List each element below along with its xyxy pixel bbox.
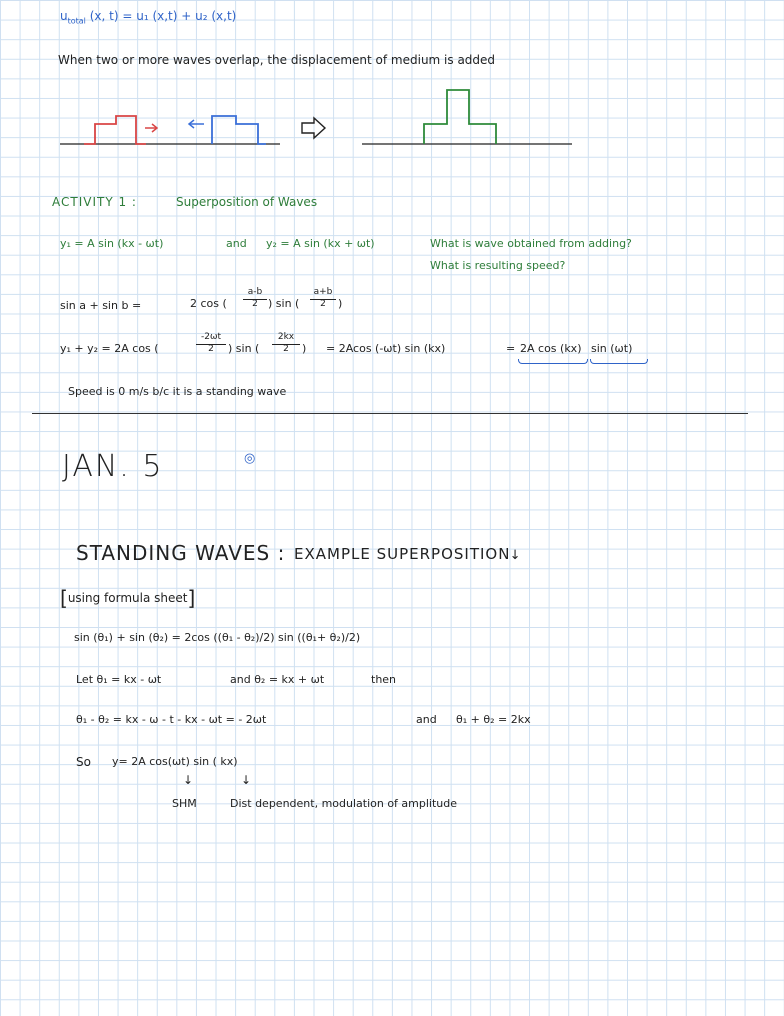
- sum-lhs: y₁ + y₂ = 2A cos (: [60, 342, 159, 355]
- sum-close: ): [302, 342, 307, 355]
- identity-sin: ) sin (: [268, 297, 300, 310]
- sum-frac1-num: -2ωt: [200, 332, 222, 342]
- standing-subtitle: EXAMPLE SUPERPOSITION: [294, 545, 511, 563]
- sum-frac1: [196, 333, 226, 355]
- y2-equation: y₂ = A sin (kx + ωt): [266, 237, 375, 250]
- sum-rhs-eq: =: [506, 342, 516, 355]
- activity-title: ACTIVITY 1 :: [52, 195, 137, 209]
- speed-note: Speed is 0 m/s b/c it is a standing wave: [68, 385, 287, 398]
- dist-label: Dist dependent, modulation of amplitude: [230, 797, 458, 810]
- identity-frac1-den: 2: [243, 299, 267, 310]
- red-pulse: [84, 116, 146, 144]
- identity-frac1-num: a-b: [247, 287, 263, 297]
- section-divider: [32, 413, 748, 414]
- formula-note-text: using formula sheet: [67, 591, 188, 605]
- identity-lhs: sin a + sin b =: [60, 299, 142, 312]
- theta-sum: θ₁ + θ₂ = 2kx: [456, 713, 531, 726]
- sum-mid: = 2Acos (-ωt) sin (kx): [326, 342, 446, 355]
- standing-arrow-mark: →: [506, 549, 522, 560]
- question-2: What is resulting speed?: [430, 259, 566, 272]
- theta-diff: θ₁ - θ₂ = kx - ω - t - kx - ωt = - 2ωt: [76, 713, 267, 726]
- sum-frac2: [272, 333, 300, 355]
- sum-sin: ) sin (: [228, 342, 260, 355]
- utotal-rhs: (x, t) = u₁ (x,t) + u₂ (x,t): [89, 9, 237, 23]
- sum-rhs-a: 2A cos (kx): [520, 342, 582, 355]
- down-arrow-2: ↓: [241, 773, 252, 787]
- target-icon: ◎: [244, 451, 256, 466]
- sum-rhs-b: sin (ωt): [591, 342, 633, 355]
- identity-frac2-den: 2: [310, 299, 336, 310]
- shm-label: SHM: [172, 797, 197, 810]
- bracket-cos: [518, 359, 588, 364]
- let-then: then: [371, 673, 397, 686]
- sum-frac2-num: 2kx: [277, 332, 295, 342]
- bracket-close: ]: [187, 586, 196, 610]
- activity-subtitle: Superposition of Waves: [176, 195, 318, 209]
- sin-sum-identity: sin (θ₁) + sin (θ₂) = 2cos ((θ₁ - θ₂)/2) sin ((θ₁+ θ₂)/2): [74, 631, 361, 644]
- result-equation: y= 2A cos(ωt) sin ( kx): [112, 755, 238, 768]
- down-arrow-1: ↓: [183, 773, 194, 787]
- identity-frac2: [310, 288, 336, 310]
- utotal-lhs: u: [60, 9, 68, 23]
- identity-frac1: [243, 288, 267, 310]
- theta-and: and: [416, 713, 437, 726]
- transform-arrow: [302, 118, 325, 138]
- bracket-sin: [590, 359, 648, 364]
- identity-frac2-num: a+b: [313, 287, 333, 297]
- identity-cos: 2 cos (: [190, 297, 227, 310]
- utotal-sub: total: [67, 16, 86, 26]
- let-theta2: and θ₂ = kx + ωt: [230, 673, 325, 686]
- sum-frac1-den: 2: [196, 344, 226, 355]
- identity-close: ): [338, 297, 343, 310]
- blue-pulse: [212, 116, 266, 144]
- let-theta1: Let θ₁ = kx - ωt: [76, 673, 162, 686]
- and-label: and: [226, 237, 247, 250]
- green-pulse: [424, 90, 496, 144]
- overlap-note: When two or more waves overlap, the displacement of medium is added: [58, 53, 496, 67]
- bracket-open: [: [60, 586, 68, 610]
- formula-note: [60, 588, 195, 608]
- sum-frac2-den: 2: [272, 344, 300, 355]
- y1-equation: y₁ = A sin (kx - ωt): [60, 237, 164, 250]
- so-label: So: [76, 755, 91, 769]
- question-1: What is wave obtained from adding?: [430, 237, 632, 250]
- standing-title: STANDING WAVES :: [76, 541, 286, 565]
- date-heading: JAN. 5: [62, 449, 164, 484]
